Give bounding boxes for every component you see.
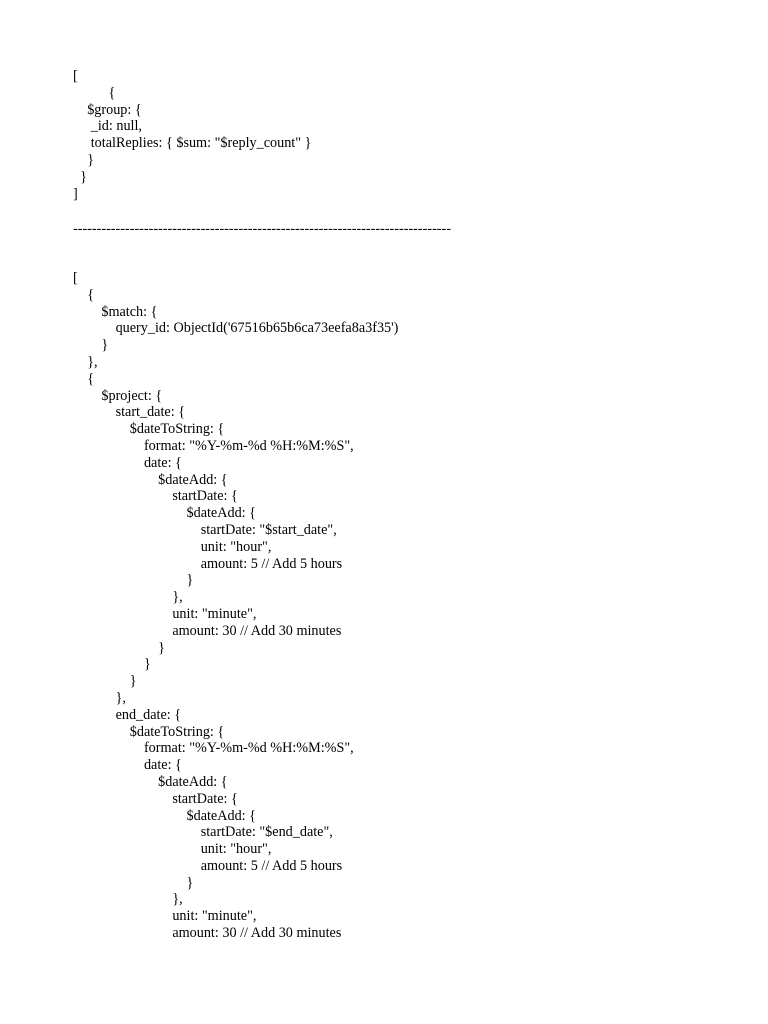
code-line: } [73, 656, 151, 673]
code-line: _id: null, [73, 118, 142, 135]
code-line: format: "%Y-%m-%d %H:%M:%S", [73, 740, 354, 757]
code-line: } [73, 874, 194, 891]
code-line: unit: "minute", [73, 908, 257, 925]
code-line: unit: "hour", [73, 841, 272, 858]
code-line: $match: { [73, 303, 158, 320]
code-line: }, [73, 353, 98, 370]
code-line: } [73, 572, 194, 589]
code-line: $group: { [73, 101, 142, 118]
code-line: format: "%Y-%m-%d %H:%M:%S", [73, 437, 354, 454]
code-line: end_date: { [73, 706, 182, 723]
code-line: amount: 5 // Add 5 hours [73, 555, 343, 572]
code-line: unit: "minute", [73, 605, 257, 622]
code-line: date: { [73, 454, 182, 471]
code-line: $dateAdd: { [73, 807, 256, 824]
code-line: { [73, 84, 116, 101]
code-line: $dateAdd: { [73, 471, 228, 488]
code-line: } [73, 337, 109, 354]
code-line: startDate: { [73, 790, 238, 807]
separator-line: -------------------------------------------------------------------------------- [73, 221, 451, 237]
code-line: $dateAdd: { [73, 773, 228, 790]
code-line: }, [73, 589, 183, 606]
code-line: amount: 5 // Add 5 hours [73, 857, 343, 874]
code-line: startDate: { [73, 488, 238, 505]
code-line: } [73, 151, 94, 168]
code-line: $dateToString: { [73, 723, 225, 740]
code-line: startDate: "$end_date", [73, 824, 333, 841]
code-line: } [73, 673, 137, 690]
code-line: [ [73, 68, 78, 84]
code-line: date: { [73, 757, 182, 774]
code-block-project-aggregation [73, 270, 398, 942]
code-line: query_id: ObjectId('67516b65b6ca73eefa8a3f35') [73, 320, 399, 337]
code-line: }, [73, 689, 126, 706]
code-line: amount: 30 // Add 30 minutes [73, 925, 342, 942]
code-line: { [73, 286, 94, 303]
code-line: amount: 30 // Add 30 minutes [73, 622, 342, 639]
code-line: $dateToString: { [73, 421, 225, 438]
code-line: }, [73, 891, 183, 908]
code-line: $dateAdd: { [73, 505, 256, 522]
code-line: [ [73, 270, 78, 286]
code-line: ] [73, 185, 78, 202]
code-line: } [73, 639, 165, 656]
code-line: start_date: { [73, 404, 186, 421]
code-block-group-aggregation [73, 68, 311, 202]
code-line: unit: "hour", [73, 538, 272, 555]
code-line: $project: { [73, 387, 163, 404]
code-line: } [73, 168, 87, 185]
code-line: startDate: "$start_date", [73, 521, 337, 538]
code-line: { [73, 370, 94, 387]
code-line: totalReplies: { $sum: "$reply_count" } [73, 135, 312, 152]
